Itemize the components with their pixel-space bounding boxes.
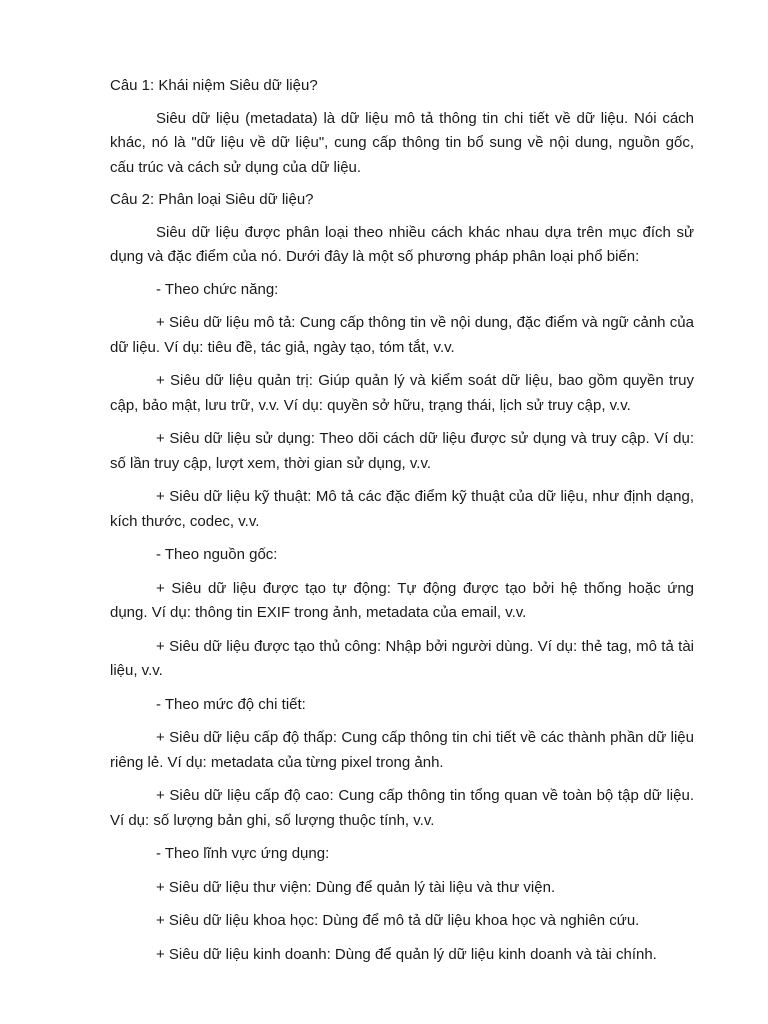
document-page	[110, 74, 694, 976]
q2-heading: Câu 2: Phân loại Siêu dữ liệu?	[110, 191, 314, 208]
list-item: + Siêu dữ liệu được tạo tự động: Tự động được tạo bởi hệ thống hoặc ứng dụng. Ví dụ: thông tin EXIF trong ảnh, metadata của email, v.v.	[110, 579, 694, 621]
q2-intro: Siêu dữ liệu được phân loại theo nhiều cách khác nhau dựa trên mục đích sử dụng và đặc điểm của nó. Dưới đây là một số phương pháp phân loại phổ biến:	[110, 223, 694, 265]
group-title-detail-level: - Theo mức độ chi tiết:	[156, 695, 306, 713]
list-item: + Siêu dữ liệu kỹ thuật: Mô tả các đặc điểm kỹ thuật của dữ liệu, như định dạng, kích thước, codec, v.v.	[110, 488, 694, 530]
list-item: + Siêu dữ liệu khoa học: Dùng để mô tả dữ liệu khoa học và nghiên cứu.	[156, 912, 640, 929]
list-item: + Siêu dữ liệu được tạo thủ công: Nhập bởi người dùng. Ví dụ: thẻ tag, mô tả tài liệu, v.v.	[110, 637, 694, 679]
list-item: + Siêu dữ liệu thư viện: Dùng để quản lý tài liệu và thư viện.	[156, 878, 556, 896]
list-item: + Siêu dữ liệu mô tả: Cung cấp thông tin về nội dung, đặc điểm và ngữ cảnh của dữ liệu. Ví dụ: tiêu đề, tác giả, ngày tạo, tóm tắt, v.v.	[110, 314, 694, 356]
group-title-function: - Theo chức năng:	[156, 280, 279, 298]
list-item: + Siêu dữ liệu cấp độ thấp: Cung cấp thông tin chi tiết về các thành phần dữ liệu riêng lẻ. Ví dụ: metadata của từng pixel trong ảnh.	[110, 729, 694, 771]
list-item: + Siêu dữ liệu kinh doanh: Dùng để quản lý dữ liệu kinh doanh và tài chính.	[156, 945, 657, 963]
q1-heading: Câu 1: Khái niệm Siêu dữ liệu?	[110, 77, 318, 94]
group-title-origin: - Theo nguồn gốc:	[156, 546, 278, 563]
list-item: + Siêu dữ liệu quản trị: Giúp quản lý và kiểm soát dữ liệu, bao gồm quyền truy cập, bảo mật, lưu trữ, v.v. Ví dụ: quyền sở hữu, trạng thái, lịch sử truy cập, v.v.	[110, 372, 694, 414]
list-item: + Siêu dữ liệu sử dụng: Theo dõi cách dữ liệu được sử dụng và truy cập. Ví dụ: số lần truy cập, lượt xem, thời gian sử dụng, v.v.	[110, 430, 694, 472]
group-title-application-field: - Theo lĩnh vực ứng dụng:	[156, 845, 330, 862]
q1-body: Siêu dữ liệu (metadata) là dữ liệu mô tả thông tin chi tiết về dữ liệu. Nói cách khác, nó là "dữ liệu về dữ liệu", cung cấp thông tin bổ sung về nội dung, nguồn gốc, cấu trúc và cách sử dụng của dữ liệu.	[110, 109, 694, 176]
list-item: + Siêu dữ liệu cấp độ cao: Cung cấp thông tin tổng quan về toàn bộ tập dữ liệu. Ví dụ: số lượng bản ghi, số lượng thuộc tính, v.v.	[110, 787, 694, 829]
